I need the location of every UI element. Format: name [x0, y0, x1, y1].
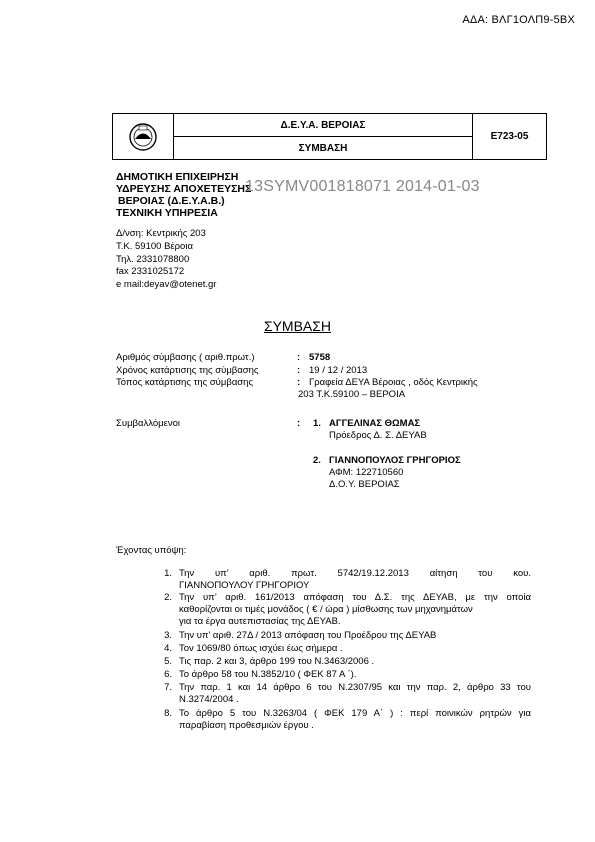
list-item-text — [179, 568, 531, 592]
parties-label: Συμβαλλόμενοι — [116, 418, 180, 429]
list-item-line: καθορίζονται οι τιμές μονάδος ( € / ώρα ) μίσθωσης των μηχανημάτων — [179, 604, 473, 615]
org-line: ΔΗΜΟΤΙΚΗ ΕΠΙΧΕΙΡΗΣΗ — [116, 171, 239, 183]
contact-block — [116, 228, 216, 292]
party-1-role: Πρόεδρος Δ. Σ. ΔΕΥΑΒ — [329, 430, 427, 441]
list-item-line: Την υπ’ αριθ. πρωτ. 5742/19.12.2013 αίτηση του κου. — [179, 568, 531, 579]
colon: : — [297, 365, 301, 376]
logo — [113, 114, 174, 159]
list-item-number: 5. — [164, 656, 172, 667]
ada-code: ΑΔΑ: ΒΛΓ1ΟΛΠ9-5ΒΧ — [462, 14, 575, 26]
colon: : — [297, 418, 301, 429]
list-item-text — [179, 643, 531, 655]
list-item-number: 8. — [164, 708, 172, 719]
org-line: ΥΔΡΕΥΣΗΣ ΑΠΟΧΕΤΕΥΣΗΣ — [116, 183, 252, 195]
list-item-number: 2. — [164, 592, 172, 603]
deyav-logo-icon — [128, 122, 158, 152]
org-line: ΒΕΡΟΙΑΣ (Δ.Ε.Υ.Α.Β.) — [118, 195, 225, 207]
colon: : — [297, 377, 301, 388]
header-org-name: Δ.Ε.Υ.Α. ΒΕΡΟΙΑΣ — [174, 114, 472, 137]
contract-place-value: Γραφεία ΔΕΥΑ Βέροιας , οδός Κεντρικής — [309, 377, 478, 388]
list-item-line: Τις παρ. 2 και 3, άρθρο 199 του Ν.3463/2006 . — [179, 656, 375, 667]
party-2-name: ΓΙΑΝΝΟΠΟΥΛΟΣ ΓΡΗΓΟΡΙΟΣ — [329, 455, 461, 466]
party-2-number: 2. — [313, 455, 321, 466]
header-table — [112, 113, 547, 160]
list-item-number: 3. — [164, 630, 172, 641]
phone-line: Τηλ. 2331078800 — [116, 253, 190, 265]
list-item-line: Την παρ. 1 και 14 άρθρο 6 του Ν.2307/95 και την παρ. 2, άρθρο 33 του — [179, 682, 531, 693]
contract-date-label: Χρόνος κατάρτισης της σύμβασης — [116, 365, 259, 376]
list-item-line: παραβίαση προθεσμιών έργου . — [179, 720, 314, 731]
header-code: Ε723-05 — [490, 131, 529, 142]
contract-place-label: Τόπος κατάρτισης της σύμβασης — [116, 377, 254, 388]
list-item-line: Ν.3274/2004 . — [179, 694, 239, 705]
contract-date-value: 19 / 12 / 2013 — [309, 365, 368, 376]
list-item-number: 7. — [164, 682, 172, 693]
fax-line: fax 2331025172 — [116, 266, 185, 278]
contract-number-label: Αριθμός σύμβασης ( αριθ.πρωτ.) — [116, 352, 255, 363]
list-item-text — [179, 656, 531, 668]
list-item-line: Τον 1069/80 όπως ισχύει έως σήμερα . — [179, 643, 343, 654]
document-title: ΣΥΜΒΑΣΗ — [263, 318, 332, 334]
list-item-number: 1. — [164, 568, 172, 579]
list-item-line: για τα έργα αυτεπιστασίας της ΔΕΥΑΒ. — [179, 616, 341, 627]
watermark-stamp: 13SYMV001818071 2014-01-03 — [245, 178, 480, 195]
list-item-line: ΓΙΑΝΝΟΠΟΥΛΟΥ ΓΡΗΓΟΡΙΟΥ — [179, 580, 310, 591]
list-item-line: Το άρθρο 58 του Ν.3852/10 ( ΦΕΚ 87 Α ΄). — [179, 669, 357, 680]
list-item-text — [179, 682, 531, 706]
list-item-number: 6. — [164, 669, 172, 680]
list-item-text — [179, 630, 531, 642]
colon: : — [297, 352, 301, 363]
list-item-text — [179, 592, 531, 628]
email-line: e mail:deyav@otenet.gr — [116, 279, 217, 291]
contract-place-value-cont: 203 Τ.Κ.59100 – ΒΕΡΟΙΑ — [298, 389, 406, 400]
list-item-line: Την υπ’ αριθ. 161/2013 απόφαση του Δ.Σ. της ΔΕΥΑΒ, με την οποία — [179, 592, 531, 603]
postal-line: Τ.Κ. 59100 Βέροια — [116, 240, 193, 252]
considering-heading: Έχοντας υπόψη: — [116, 545, 187, 556]
list-item-line: Την υπ’ αριθ. 27Δ / 2013 απόφαση του Προέδρου της ΔΕΥΑΒ — [179, 630, 437, 641]
list-item-line: Το άρθρο 5 του Ν.3263/04 ( ΦΕΚ 179 Α΄ ) : περί ποινικών ρητρών για — [179, 708, 531, 719]
list-item-text — [179, 708, 531, 732]
org-line: ΤΕΧΝΙΚΗ ΥΠΗΡΕΣΙΑ — [116, 207, 218, 219]
header-doc-type: ΣΥΜΒΑΣΗ — [298, 142, 348, 154]
org-block — [116, 171, 251, 219]
party-2-tax-office: Δ.Ο.Υ. ΒΕΡΟΙΑΣ — [329, 479, 400, 490]
address-line: Δ/νση: Κεντρικής 203 — [116, 228, 206, 239]
party-2-afm: ΑΦΜ: 122710560 — [329, 467, 404, 478]
list-item-text — [179, 669, 531, 681]
party-1-number: 1. — [313, 418, 321, 429]
contract-number-value: 5758 — [309, 352, 331, 363]
list-item-number: 4. — [164, 643, 172, 654]
party-1-name: ΑΓΓΕΛΙΝΑΣ ΘΩΜΑΣ — [329, 418, 421, 429]
